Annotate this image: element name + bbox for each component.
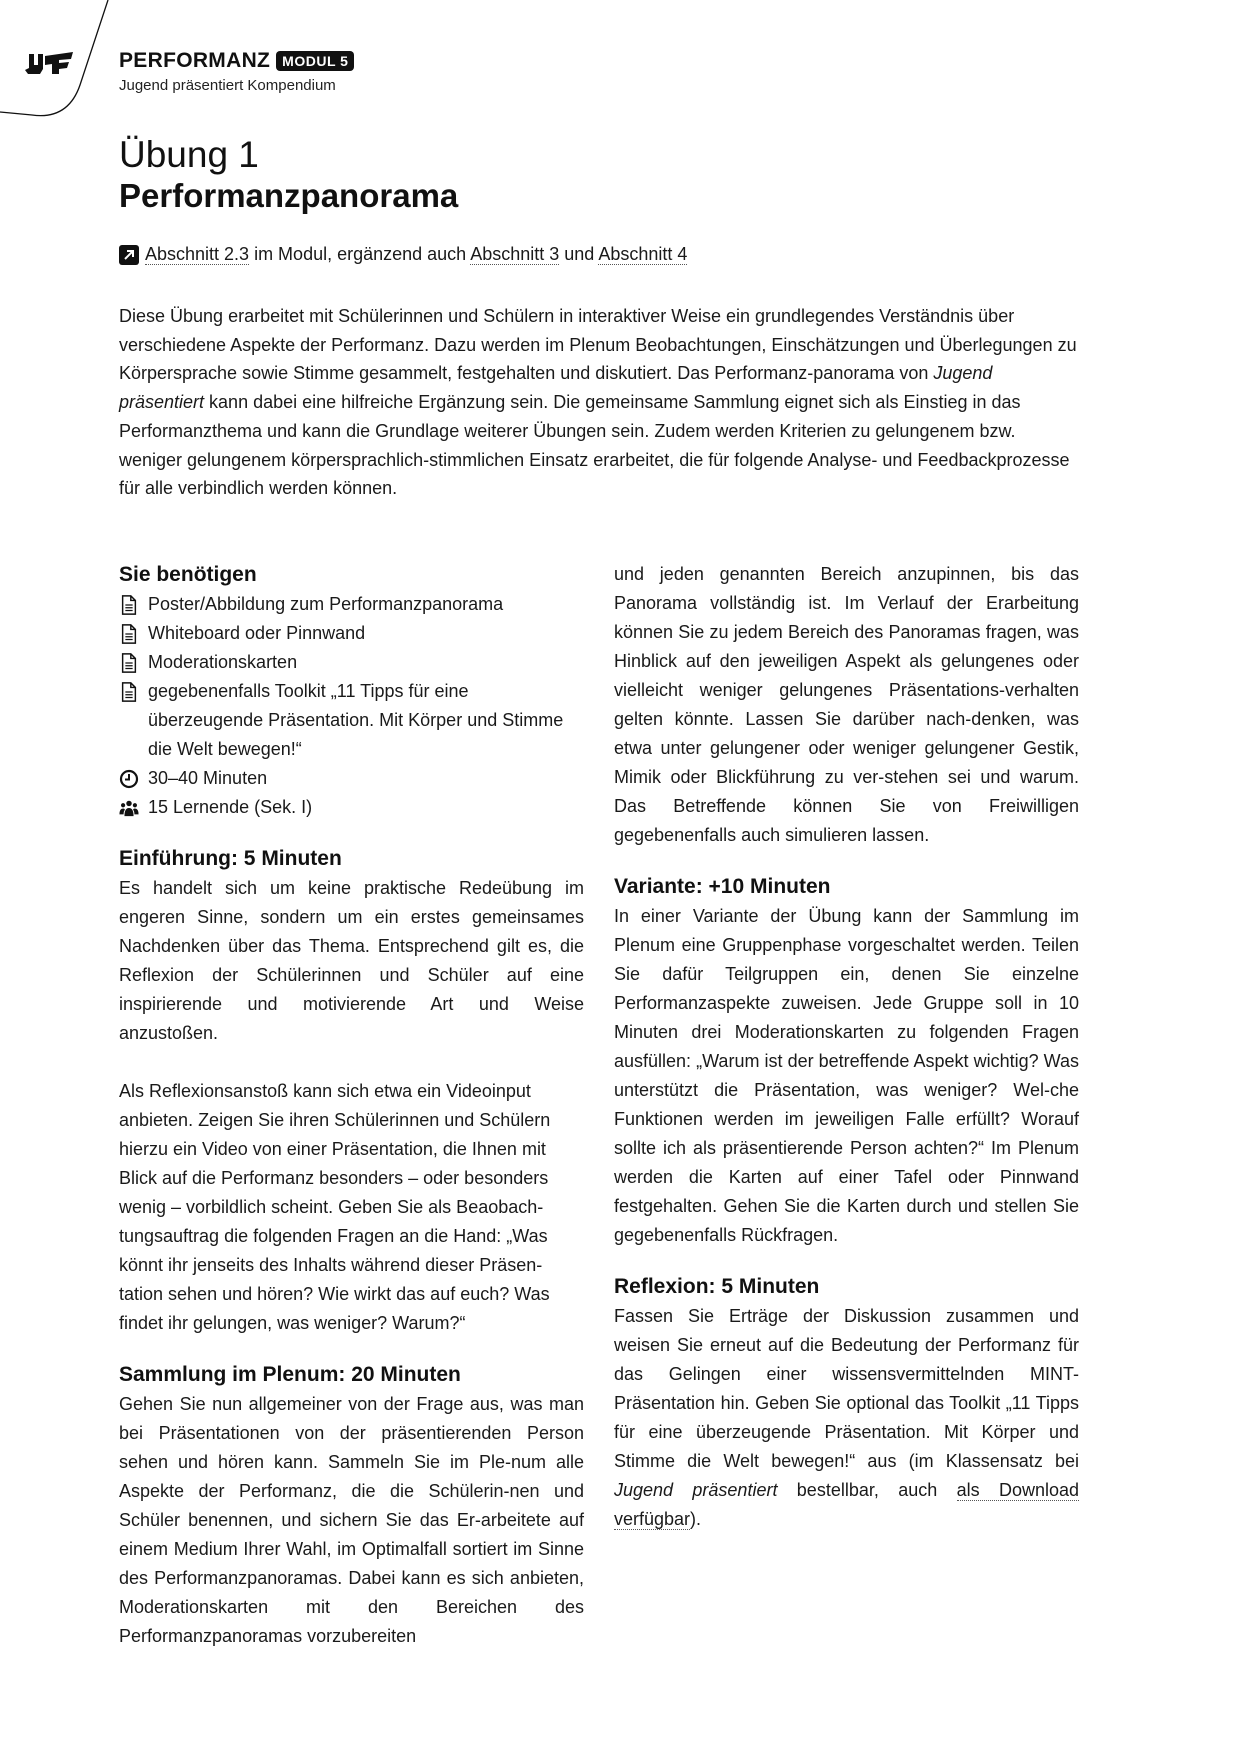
document-header xyxy=(119,49,354,94)
section-reference xyxy=(119,244,687,265)
needs-list xyxy=(119,590,584,822)
link-abschnitt-3[interactable]: Abschnitt 3 xyxy=(470,244,560,264)
reference-text: und xyxy=(559,244,599,264)
download-link[interactable]: als Download verfügbar xyxy=(614,1480,1080,1529)
page-title xyxy=(119,134,458,216)
list-item: 15 Lernende (Sek. I) xyxy=(119,793,584,822)
list-item: 30–40 Minuten xyxy=(119,764,584,793)
document-icon xyxy=(119,682,139,702)
einfuehrung-paragraph-2: Als Reflexionsanstoß kann sich etwa ein Videoinput anbieten. Zeigen Sie ihren Schülerinnen und Schülern hierzu ein Video von einer Präsentation, die Ihnen mit Blick auf die Performanz besonders – oder besonders wenig – vorbildlich scheint. Geben Sie als Beaobach-tungsauftrag die folgenden Fragen an die Hand: „Was könnt ihr jenseits des Inhalts während dieser Präsen-tation sehen und hören? Wie wirkt das auf euch? Was findet ihr gelungen, was weniger? Warum?“ xyxy=(119,1081,551,1333)
section-heading-variante: Variante: +10 Minuten xyxy=(614,875,831,898)
variante-paragraph: In einer Variante der Übung kann der Sammlung im Plenum eine Gruppenphase vorgeschaltet werden. Teilen Sie dafür Teilgruppen ein, denen Sie einzelne Performanzaspekte zuweisen. Jede Gruppe soll in 10 Minuten drei Moderationskarten zu folgenden Fragen ausfüllen: „Warum ist der betreffende Aspekt wichtig? Was unterstützt die Präsentation, was weniger? Wel-che Funktionen werden im jeweiligen Falle erfüllt? Worauf sollte ich als präsentierende Person achten?“ Im Plenum werden die Karten auf einer Tafel oder Pinnwand festgehalten. Gehen Sie die Karten durch und stellen Sie gegebenenfalls Rückfragen. xyxy=(614,906,1079,1245)
header-subtitle: Jugend präsentiert Kompendium xyxy=(119,77,336,94)
intro-paragraph xyxy=(119,302,1079,503)
section-heading-reflexion: Reflexion: 5 Minuten xyxy=(614,1275,820,1298)
document-icon xyxy=(119,653,139,673)
intro-text: kann dabei eine hilfreiche Ergänzung sein. Die gemeinsame Sammlung eignet sich als Einstieg in das Performanzthema und kann die Grundlage weiterer Übungen sein. Zudem werden Kriterien zu gelungenem bzw. weniger gelungenem körpersprachlich-stimmlichen Einsatz erarbeitet, die für folgende Analyse- und Feedbackprozesse für alle verbindlich werden können. xyxy=(119,392,1070,499)
document-icon xyxy=(119,595,139,615)
reflexion-italic-brand: Jugend präsentiert xyxy=(614,1480,778,1500)
document-icon xyxy=(119,624,139,644)
left-column xyxy=(119,560,584,1651)
section-heading-sammlung: Sammlung im Plenum: 20 Minuten xyxy=(119,1363,461,1386)
needs-heading: Sie benötigen xyxy=(119,563,257,586)
module-badge: MODUL 5 xyxy=(276,51,354,71)
link-abschnitt-4[interactable]: Abschnitt 4 xyxy=(598,244,688,264)
link-abschnitt-2-3[interactable]: Abschnitt 2.3 xyxy=(145,244,250,264)
right-column xyxy=(614,560,1079,1534)
intro-text: Diese Übung erarbeitet mit Schülerinnen und Schülern in interaktiver Weise ein grundlegendes Verständnis über verschiedene Aspekte der Performanz. Dazu werden im Plenum Beobachtungen, Einschätzungen und Überlegungen zu Körpersprache sowie Stimme gesammelt, festgehalten und diskutiert. Das Performanz-panorama von xyxy=(119,306,1077,384)
jp-logo-icon xyxy=(25,50,77,76)
intro-italic-brand: Jugend präsentiert xyxy=(119,363,993,413)
external-arrow-icon xyxy=(119,245,139,265)
list-item: gegebenenfalls Toolkit „11 Tipps für eine überzeugende Präsentation. Mit Körper und Stimme die Welt bewegen!“ xyxy=(119,677,584,764)
brand-title: PERFORMANZ xyxy=(119,49,271,72)
reflexion-paragraph: Fassen Sie Erträge der Diskussion zusammen und weisen Sie erneut auf die Bedeutung der Performanz für das Gelingen einer wissensvermittelnden MINT-Präsentation hin. Geben Sie optional das Toolkit „11 Tipps für eine überzeugende Präsentation. Mit Körper und Stimme die Welt bewegen!“ aus (im Klassensatz bei Jugend präsentiert bestellbar, auch als Download verfügbar). xyxy=(614,1306,1080,1529)
list-item: Moderationskarten xyxy=(119,648,584,677)
group-icon xyxy=(119,798,139,818)
sammlung-paragraph: Gehen Sie nun allgemeiner von der Frage aus, was man bei Präsentationen von der präsentierenden Person sehen und hören kann. Sammeln Sie im Ple-num alle Aspekte der Performanz, die die Schülerin-nen und Schüler benennen, und sichern Sie das Er-arbeitete auf einem Medium Ihrer Wahl, im Optimalfall sortiert im Sinne des Performanzpanoramas. Dabei kann es sich anbieten, Moderationskarten mit den Bereichen des Performanzpanoramas vorzubereiten xyxy=(119,1394,584,1646)
einfuehrung-paragraph-1: Es handelt sich um keine praktische Redeübung im engeren Sinne, sondern um ein erstes gemeinsames Nachdenken über das Thema. Entsprechend gilt es, die Reflexion der Schülerinnen und Schüler auf eine inspirierende und motivierende Art und Weise anzustoßen. xyxy=(119,878,584,1043)
exercise-title: Performanzpanorama xyxy=(119,177,459,214)
section-heading-einfuehrung: Einführung: 5 Minuten xyxy=(119,847,342,870)
reference-text: im Modul, ergänzend auch xyxy=(249,244,471,264)
exercise-number: Übung 1 xyxy=(119,134,259,175)
clock-icon xyxy=(119,769,139,789)
list-item: Poster/Abbildung zum Performanzpanorama xyxy=(119,590,584,619)
list-item: Whiteboard oder Pinnwand xyxy=(119,619,584,648)
sammlung-paragraph-continued: und jeden genannten Bereich anzupinnen, bis das Panorama vollständig ist. Im Verlauf der Erarbeitung können Sie zu jedem Bereich des Panoramas fragen, was Hinblick auf den jeweiligen Aspekt als gelungenes oder vielleicht weniger gelungenes Präsentations-verhalten gelten könnte. Lassen Sie darüber nach-denken, was etwa unter gelungener oder weniger gelungener Gestik, Mimik oder Blickführung zu ver-stehen sei und warum. Das Betreffende können Sie von Freiwilligen gegebenenfalls auch simulieren lassen. xyxy=(614,564,1079,845)
